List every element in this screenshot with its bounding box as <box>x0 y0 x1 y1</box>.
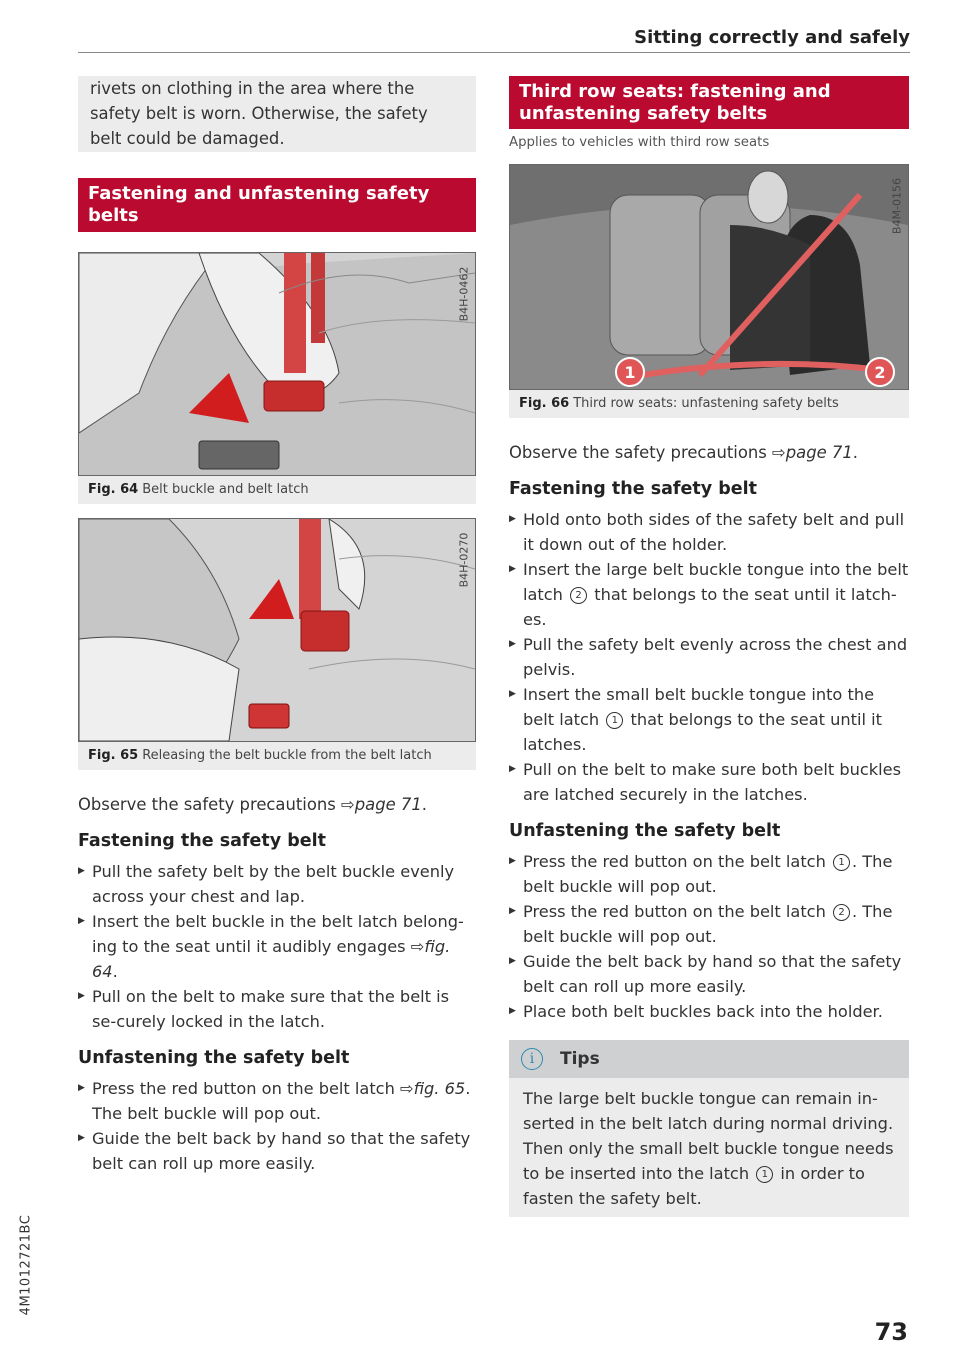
list-item: ▶ Press the red button on the belt latch 2 . The belt buckle will pop out. <box>509 899 909 949</box>
list-item: ▶ Guide the belt back by hand so that the safety belt can roll up more easily. <box>509 949 909 999</box>
list-item: ▶ Hold onto both sides of the safety belt and pull it down out of the holder. <box>509 507 909 557</box>
unfastening-steps-left <box>78 1076 476 1176</box>
fastening-heading-right: Fastening the safety belt <box>509 479 758 499</box>
info-icon: i <box>521 1048 543 1070</box>
list-item: ▶ Pull on the belt to make sure both belt buckles are latched securely in the latches. <box>509 757 909 807</box>
callout-1-icon: 1 <box>606 712 623 729</box>
figure-64-label: Fig. 64 <box>88 482 139 497</box>
observe-precautions-right: Observe the safety precautions ⇨page 71. <box>509 443 858 462</box>
list-item: ▶ Press the red button on the belt latch ⇨fig. 65. The belt buckle will pop out. <box>78 1076 476 1126</box>
tips-body <box>509 1078 909 1217</box>
section-heading-fastening: Fastening and unfastening safety belts <box>78 178 476 232</box>
unfastening-steps-right <box>509 849 909 1024</box>
observe-precautions-left: Observe the safety precautions ⇨page 71. <box>78 795 427 814</box>
unfastening-heading-right: Unfastening the safety belt <box>509 821 781 841</box>
tips-label: Tips <box>560 1049 600 1069</box>
figure-64-code: B4H-0462 <box>457 266 471 322</box>
tips-text: The large belt buckle tongue can remain in-serted in the belt latch during normal driving. Then only the small belt buckle tongue needs to be inserted into the latch 1 in order to fasten the safety belt. <box>523 1089 894 1208</box>
belt-release-illustration <box>79 519 475 741</box>
figure-66-code: B4M-0156 <box>890 178 904 234</box>
fastening-heading-left: Fastening the safety belt <box>78 831 327 851</box>
figure-66-image <box>509 164 909 390</box>
figure-64-caption-text: Belt buckle and belt latch <box>142 482 309 497</box>
fig-64-link[interactable]: fig. 64 <box>92 937 451 981</box>
list-item: ▶ Place both belt buckles back into the holder. <box>509 999 909 1024</box>
list-item: ▶ Pull the safety belt by the belt buckle evenly across your chest and lap. <box>78 859 476 909</box>
unfastening-heading-left: Unfastening the safety belt <box>78 1048 350 1068</box>
section-title: Sitting correctly and safely <box>634 27 910 48</box>
figure-66-caption-text: Third row seats: unfastening safety belts <box>573 396 839 411</box>
third-row-seat-illustration <box>510 165 908 389</box>
figure-65-caption-text: Releasing the belt buckle from the belt latch <box>142 748 432 763</box>
page-71-link[interactable]: page 71 <box>785 443 853 462</box>
list-item: ▶ Pull on the belt to make sure that the belt is se-curely locked in the latch. <box>78 984 476 1034</box>
figure-64-image <box>78 252 476 476</box>
document-code <box>16 1185 36 1345</box>
continued-warning-box <box>78 76 476 152</box>
document-code-text: 4M1012721BC <box>18 1214 34 1316</box>
figure-65-label: Fig. 65 <box>88 748 139 763</box>
list-item: ▶ Insert the small belt buckle tongue into the belt latch 1 that belongs to the seat until it latches. <box>509 682 909 757</box>
callout-1-icon: 1 <box>833 854 850 871</box>
figure-66-label: Fig. 66 <box>519 396 570 411</box>
page-number: 73 <box>874 1318 908 1346</box>
callout-1-icon: 1 <box>756 1166 773 1183</box>
list-item: ▶ Insert the belt buckle in the belt latch belong-ing to the seat until it audibly engages ⇨fig. 64. <box>78 909 476 984</box>
left-column <box>78 76 476 1176</box>
figure-64-caption <box>78 476 476 504</box>
applies-to-note: Applies to vehicles with third row seats <box>509 135 770 150</box>
fig-65-link[interactable]: fig. 65 <box>413 1079 466 1098</box>
fig66-marker-1: 1 <box>624 363 636 382</box>
fastening-steps-right <box>509 507 909 807</box>
figure-66-caption <box>509 390 909 418</box>
continued-warning-text: rivets on clothing in the area where the safety belt is worn. Otherwise, the safety belt could be damaged. <box>90 79 428 148</box>
tips-header <box>509 1040 909 1078</box>
tips-box <box>509 1040 909 1217</box>
list-item: ▶ Press the red button on the belt latch 1 . The belt buckle will pop out. <box>509 849 909 899</box>
figure-65-code: B4H-0270 <box>457 532 471 588</box>
belt-buckle-illustration <box>79 253 475 475</box>
callout-2-icon: 2 <box>570 587 587 604</box>
figure-65-image <box>78 518 476 742</box>
list-item: ▶ Insert the large belt buckle tongue into the belt latch 2 that belongs to the seat until it latch-es. <box>509 557 909 632</box>
section-heading-third-row: Third row seats: fastening and unfastening safety belts <box>509 76 909 129</box>
page-header <box>78 18 910 53</box>
list-item: ▶ Pull the safety belt evenly across the chest and pelvis. <box>509 632 909 682</box>
list-item: ▶ Guide the belt back by hand so that the safety belt can roll up more easily. <box>78 1126 476 1176</box>
page-71-link[interactable]: page 71 <box>354 795 422 814</box>
right-column <box>509 76 909 1217</box>
callout-2-icon: 2 <box>833 904 850 921</box>
fastening-steps-left <box>78 859 476 1034</box>
figure-65-caption <box>78 742 476 770</box>
fig66-marker-2: 2 <box>874 363 886 382</box>
